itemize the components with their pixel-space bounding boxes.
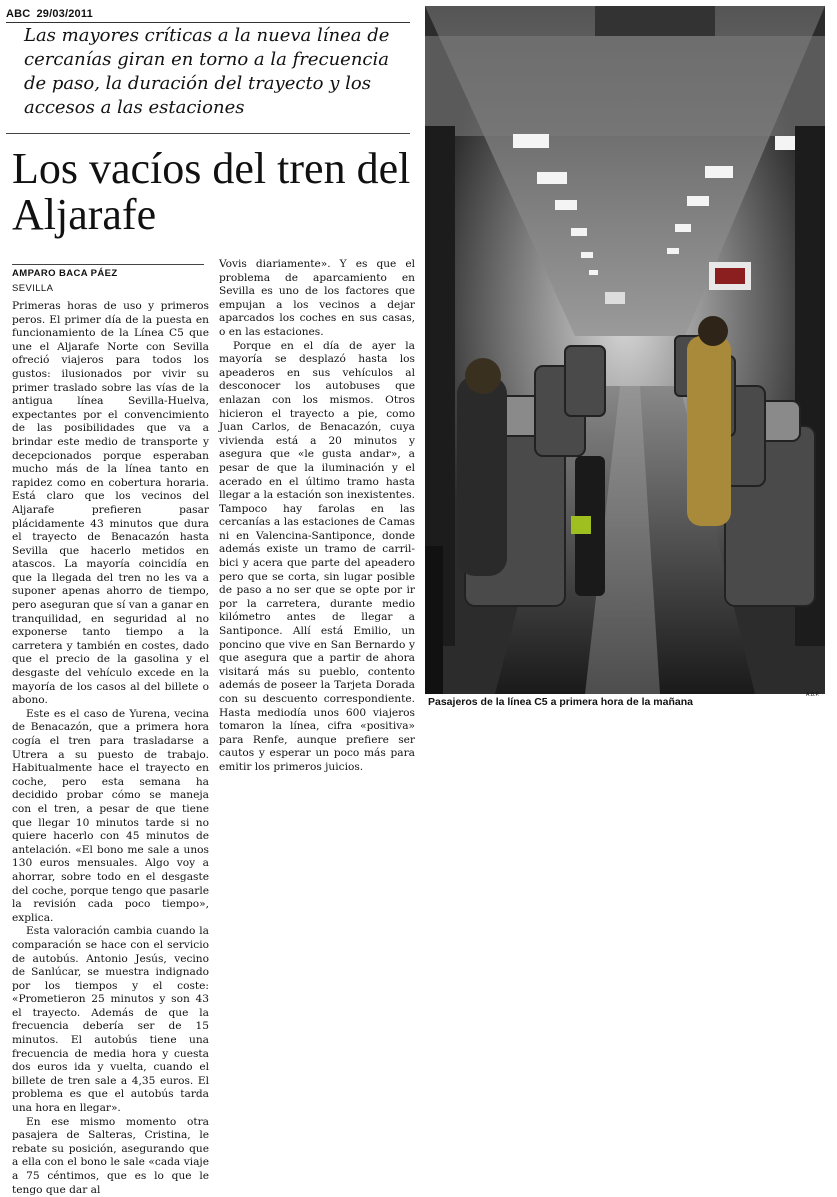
publication-date: 29/03/2011 <box>36 8 93 20</box>
publication-header <box>6 8 99 20</box>
train-interior-photo <box>425 6 825 694</box>
paragraph: Esta valoración cambia cuando la comparación se hace con el servicio de autobús. Antonio Jesús, vecino de Sanlúcar, se muestra indignado por los tiempos y el coste: «Prometieron 25 minutos y son 43 el trayecto. Además de que la frecuencia debería ser de 15 minutos. El autobús tiene una frecuencia de media hora y cuesta dos euros ida y vuelta, cuando el billete de tren sale a 4,35 euros. El problema es que el autobús tarda una hora en llegar». <box>12 925 209 1115</box>
byline-author: AMPARO BACA PÁEZ <box>12 268 118 279</box>
article-column-1 <box>12 300 209 1197</box>
paragraph: Vovis diariamente». Y es que el problema de aparcamiento en Sevilla es uno de los factores que empujan a los vecinos a dejar aparcados los coches en sus casas, o en las estaciones. <box>219 258 415 338</box>
train-interior-illustration <box>425 6 825 694</box>
photo-caption: Pasajeros de la línea C5 a primera hora de la mañana <box>428 696 693 708</box>
byline-rule <box>12 264 204 265</box>
article-subtitle: Las mayores críticas a la nueva línea de cercanías giran en torno a la frecuencia de paso, la duración del trayecto y los accesos a las estaciones <box>24 25 390 118</box>
photo-credit: A.B.P. <box>806 692 820 698</box>
byline-place: SEVILLA <box>12 283 54 294</box>
paragraph: Primeras horas de uso y primeros peros. El primer día de la puesta en funcionamiento de la Línea C5 que une el Aljarafe Norte con Sevilla ofreció viajeros para todos los gustos: ilusionados por vivir su primer traslado sobre las vías de la antigua línea Sevilla-Huelva, expectantes por el convencimiento de las posibilidades que va a brindar este medio de transporte y decepcionados porque esperaban mucho más de la línea tanto en rapidez como en cobertura horaria. Está claro que los vecinos del Aljarafe prefieren pasar plácidamente 43 minutos que dura el trayecto de Benacazón hasta Sevilla que hacerlo metidos en atascos. La mayoría coincidía en que la llegada del tren no les va a suponer apenas ahorro de tiempo, pero aseguran que sí van a ganar en tranquilidad, en seguridad al no exponerse tanto tiempo a la carretera y también en costes, dado que el precio de la gasolina y el desgaste del vehículo excede en la mayoría de los casos al del billete o abono. <box>12 300 209 707</box>
article-headline: Los vacíos del tren del Aljarafe <box>12 144 411 239</box>
article-column-2 <box>219 258 415 775</box>
publication-name: ABC <box>6 8 31 20</box>
paragraph: Este es el caso de Yurena, vecina de Benacazón, que a primera hora cogía el tren para trasladarse a Utrera a su puesto de trabajo. Habitualmente hace el trayecto en coche, pero esta semana ha decidido probar cómo se maneja con el tren, a pesar de que tiene que llegar 10 minutos tarde si no quiere hacerlo con 45 minutos de antelación. «El bono me sale a unos 130 euros mensuales. Algo voy a ahorrar, sobre todo en el desgaste del coche, porque tengo que pasarle la revisión cada poco tiempo», explica. <box>12 707 209 924</box>
subtitle-rule <box>6 133 410 134</box>
top-rule <box>6 22 410 23</box>
paragraph: Porque en el día de ayer la mayoría se desplazó hasta los apeaderos en sus vehículos al desconocer los autobuses que enlazan con los mismos. Otros hicieron el trayecto a pie, como Juan Carlos, de Benacazón, cuya vivienda está a 20 minutos y asegura que «le gusta andar», a pesar de que la iluminación y el acerado en el último tramo hasta llegar a la estación son inexistentes. Tampoco hay farolas en las cercanías a las estaciones de Camas ni en Valencina-Santiponce, donde además existe un tramo de carril-bici y acera que parte del apeadero pero que se corta, sin lugar posible de paso a no ser que se opte por ir por la carretera, durante medio kilómetro antes de llegar a Santiponce. Allí está Emilio, un poncino que vive en San Bernardo y que asegura que a partir de ahora visitará más su pueblo, contento además de poseer la Tarjeta Dorada con su descuento correspondiente. Hasta mediodía unos 600 viajeros tomaron la línea, cifra «positiva» para Renfe, aunque prefiere ser cautos y esperar un poco más para emitir los primeros juicios. <box>219 339 415 773</box>
paragraph: En ese mismo momento otra pasajera de Salteras, Cristina, le rebate su posición, asegurando que a ella con el bono le sale «cada viaje a 75 céntimos, que es lo que le tengo que dar al <box>12 1115 209 1196</box>
